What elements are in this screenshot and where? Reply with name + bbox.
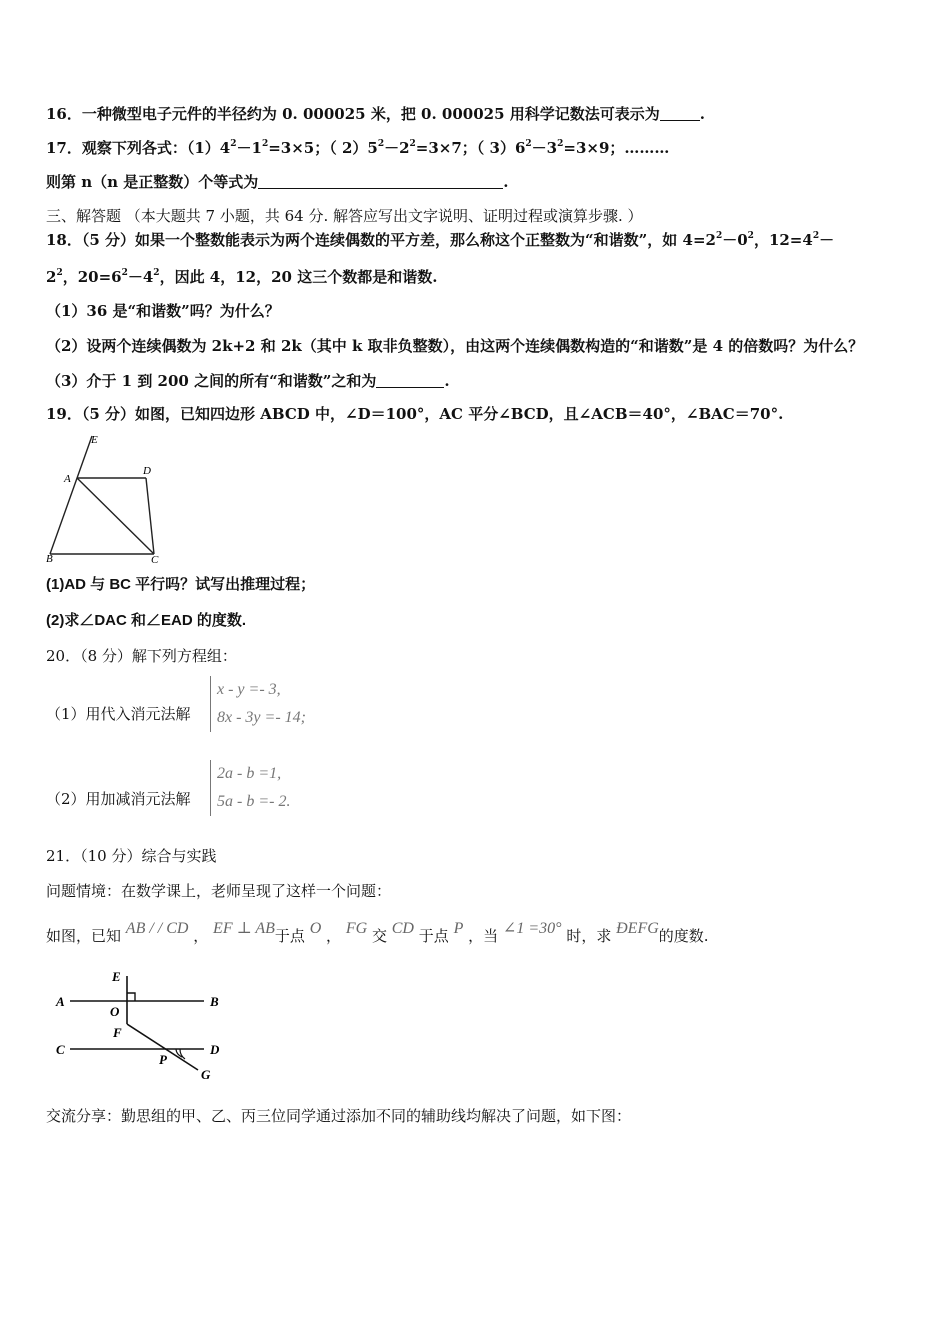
q17-blank[interactable] <box>258 174 503 189</box>
q18-exp: 2 <box>56 268 63 278</box>
right-angle-mark <box>127 993 135 1001</box>
q21-part: 于点 <box>418 927 449 945</box>
q21-part: 时，求 <box>566 927 612 945</box>
q20-p2: （2）用加减消元法解 <box>46 790 191 808</box>
q17-answer-line <box>46 172 509 192</box>
q19-p2: (2)求∠DAC 和∠EAD 的度数. <box>46 612 247 629</box>
q21-situation: 问题情境：在数学课上，老师呈现了这样一个问题： <box>46 882 392 900</box>
q21-part: 于点 <box>274 927 305 945</box>
q21-math-p: P <box>453 920 464 937</box>
q19-p1: (1)AD 与 BC 平行吗？试写出推理过程； <box>46 576 316 593</box>
q16-blank[interactable] <box>660 106 700 121</box>
q20-p1: （1）用代入消元法解 <box>46 705 191 723</box>
label-o: O <box>110 1004 120 1019</box>
q21-part: ，当 <box>468 927 499 945</box>
q21-math-angle1: ∠1 =30° <box>502 920 562 937</box>
label-e: E <box>112 969 121 984</box>
label-e: E <box>91 434 98 446</box>
q17-part: －2 <box>384 139 410 157</box>
q17-part: －3 <box>531 139 558 157</box>
q17-exp: 2 <box>261 139 269 149</box>
q17b-tail: . <box>503 173 509 191</box>
line-dc <box>146 478 154 554</box>
q17-part: =3×5；（ 2）5 <box>268 139 378 157</box>
q18-exp: 2 <box>812 231 820 241</box>
q19-figure <box>44 432 166 564</box>
label-f: F <box>113 1025 122 1040</box>
q18-exp: 2 <box>121 268 128 278</box>
q20-system1 <box>210 676 306 732</box>
q17-exp: 2 <box>377 139 385 149</box>
q18-part: ，20=6 <box>62 268 122 286</box>
q17-part: =3×7；（ 3）6 <box>415 139 526 157</box>
q18-exp: 2 <box>747 231 754 241</box>
q21-share: 交流分享：勤思组的甲、乙、丙三位同学通过添加不同的辅助线均解决了问题，如下图： <box>46 1107 632 1125</box>
section-heading: 三、解答题 （本大题共 7 小题，共 64 分. 解答应写出文字说明、证明过程或演算步骤. ） <box>46 207 643 225</box>
q21-math-fg: FG <box>345 920 368 937</box>
q17-exp: 2 <box>230 139 237 149</box>
q18-part: －0 <box>722 231 748 249</box>
q18-part: ，因此 4，12，20 这三个数都是和谐数. <box>159 268 438 286</box>
q21-math-ab-cd: AB / / CD <box>125 920 189 937</box>
q18-part: 18．（5 分）如果一个整数能表示为两个连续偶数的平方差，那么称这个正整数为“和谐数”，如 4=2 <box>46 231 716 249</box>
q18-line2 <box>46 267 437 287</box>
q20-eq2a: 2a - b =1, <box>217 765 282 782</box>
label-a: A <box>64 473 71 485</box>
q21-math-cd: CD <box>391 920 414 937</box>
label-c: C <box>56 1042 65 1057</box>
label-d: D <box>143 465 151 477</box>
q18-line1 <box>46 230 834 250</box>
line-ac <box>77 478 154 554</box>
q21-part: 如图，已知 <box>46 927 122 945</box>
q18-exp: 2 <box>153 268 160 278</box>
q21-math-ef-ab: EF ⊥ AB <box>213 920 275 937</box>
q21-figure <box>52 966 232 1086</box>
label-b: B <box>210 994 219 1009</box>
label-a: A <box>56 994 65 1009</box>
q21-question <box>46 920 709 947</box>
q18-blank[interactable] <box>376 373 444 388</box>
q18-p3 <box>46 371 450 391</box>
label-c: C <box>151 554 159 564</box>
label-g: G <box>201 1067 211 1082</box>
q18-p3-text: （3）介于 1 到 200 之间的所有“和谐数”之和为 <box>46 372 377 390</box>
q17-part: 17．观察下列各式：（1）4 <box>46 139 231 157</box>
q18-p2: （2）设两个连续偶数为 2k+2 和 2k（其中 k 取非负整数），由这两个连续偶数构造的“和谐数”是 4 的倍数吗？为什么？ <box>46 337 864 355</box>
q21-part: 交 <box>371 927 387 945</box>
line-eb <box>50 436 92 554</box>
q18-p3-tail: . <box>444 372 450 390</box>
q21-text: 21．（10 分）综合与实践 <box>46 847 217 865</box>
q18-p1: （1）36 是“和谐数”吗？为什么？ <box>46 302 280 320</box>
q17b-text: 则第 n（n 是正整数）个等式为 <box>46 173 259 191</box>
q21-math-o: O <box>309 920 322 937</box>
q16-tail: . <box>699 105 706 123</box>
q16-text: 16．一种微型电子元件的半径约为 0. 000025 米，把 0. 000025 用科学记数法可表示为 <box>46 105 660 123</box>
q20-text: 20．（8 分）解下列方程组： <box>46 647 237 665</box>
q16 <box>46 104 705 124</box>
q18-part: ，12=4 <box>753 231 813 249</box>
q17-exp: 2 <box>557 139 564 149</box>
label-b: B <box>46 553 53 564</box>
q17-exp: 2 <box>525 139 532 149</box>
q17-exp: 2 <box>409 139 416 149</box>
q20-eq1a: x - y =- 3, <box>217 681 281 698</box>
label-p: P <box>159 1052 167 1067</box>
q18-exp: 2 <box>715 231 723 241</box>
q17-part: =3×9；……… <box>563 139 670 157</box>
q21-part: ， <box>326 927 342 945</box>
q17-part: －1 <box>236 139 262 157</box>
q17 <box>46 138 669 158</box>
q21-math-efg: ÐEFG <box>616 920 659 937</box>
angle1-mark <box>180 1049 185 1059</box>
q21-part: 的度数. <box>658 927 709 945</box>
q20-eq1b: 8x - 3y =- 14; <box>217 709 306 726</box>
q19-text: 19．（5 分）如图，已知四边形 ABCD 中，∠D＝100°，AC 平分∠BCD，且∠ACB＝40°，∠BAC＝70°. <box>46 405 784 423</box>
q20-system2 <box>210 760 290 816</box>
label-d: D <box>210 1042 220 1057</box>
q18-part: － <box>819 231 835 249</box>
q20-eq2b: 5a - b =- 2. <box>217 793 291 810</box>
q18-part: 2 <box>46 268 57 286</box>
q21-part: ， <box>193 927 209 945</box>
q18-part: －4 <box>127 268 154 286</box>
